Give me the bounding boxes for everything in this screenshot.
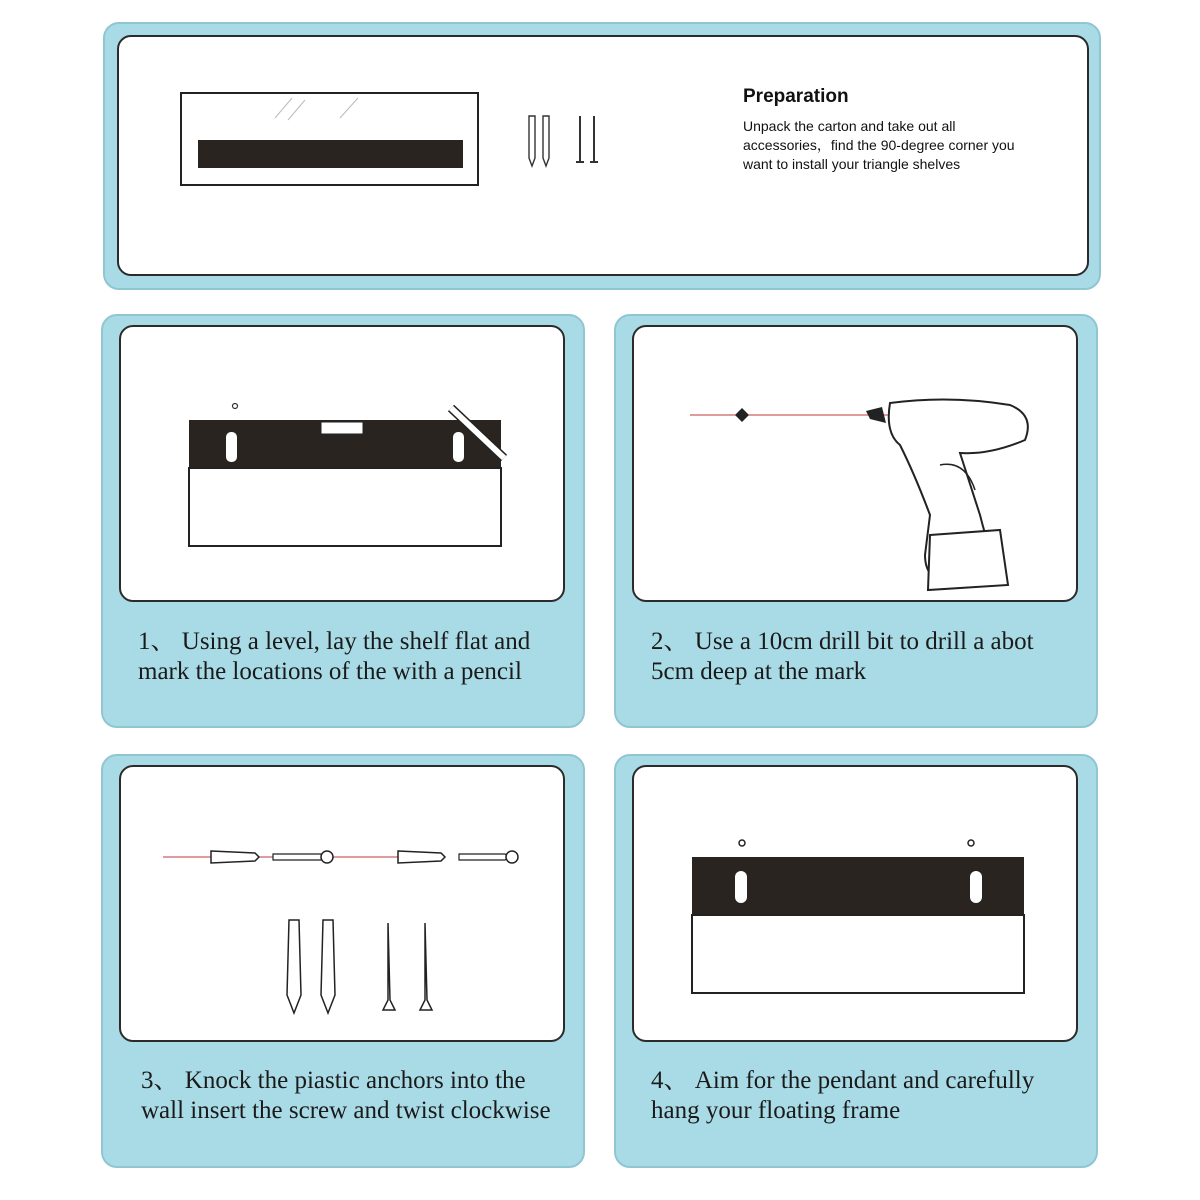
step-1-text: Using a level, lay the shelf flat and mark the locations of the with a pencil [138,628,531,685]
shelf-box-illustration [180,90,480,190]
step-4-caption [651,1066,1081,1126]
step-4-text: Aim for the pendant and carefully hang your floating frame [651,1067,1035,1124]
preparation-text: Unpack the carton and take out all accessories，find the 90-degree corner you want to install your triangle shelves [743,118,1015,172]
step-2-number: 2、 [651,628,689,655]
anchors-screws-illustration [163,845,533,1025]
preparation-title: Preparation [743,86,849,107]
step-2-caption [651,627,1081,687]
drill-illustration [690,395,1040,595]
step-2-text: Use a 10cm drill bit to drill a abot 5cm deep at the mark [651,628,1034,685]
step-3-number: 3、 [141,1067,179,1094]
screws-and-anchors-icon [523,112,605,172]
step-1-number: 1、 [138,628,176,655]
hung-shelf-illustration [690,835,1030,1000]
step-4-number: 4、 [651,1067,689,1094]
shelf-level-illustration [186,398,516,558]
step-3-caption [141,1066,571,1126]
step-1-caption [138,627,568,687]
step-3-text: Knock the piastic anchors into the wall insert the screw and twist clockwise [141,1067,551,1124]
